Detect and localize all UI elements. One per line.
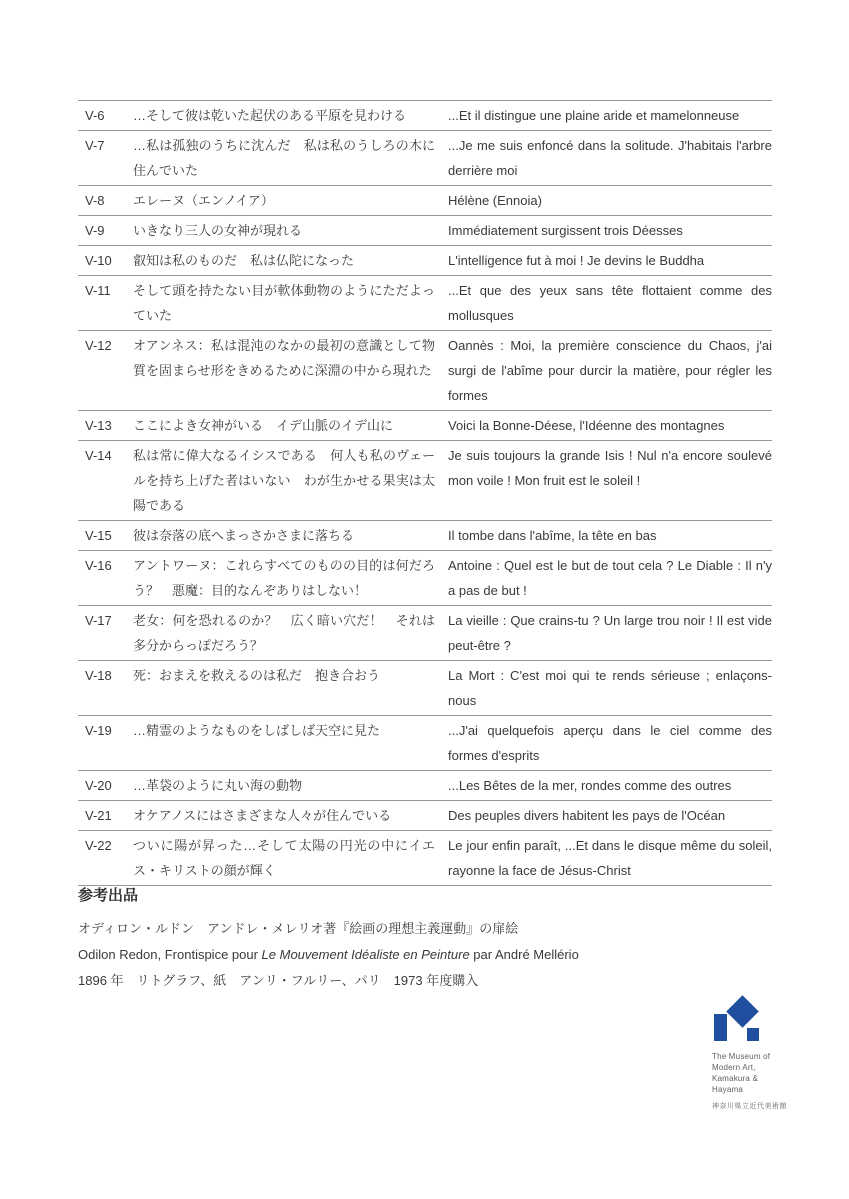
table-row <box>78 521 772 551</box>
table-row <box>78 276 772 331</box>
credit-line-details: 1896 年 リトグラフ、紙 アンリ・フルリー、パリ 1973 年度購入 <box>78 973 479 988</box>
item-number: V-7 <box>85 138 105 153</box>
item-caption-japanese: オケアノスにはさまざまな人々が住んでいる <box>133 808 392 823</box>
item-caption-japanese: 私は常に偉大なるイシスである 何人も私のヴェールを持ち上げた者はいない わが生かせる果実は太陽である <box>133 448 435 513</box>
item-number: V-20 <box>85 778 112 793</box>
item-caption-japanese: …精霊のようなものをしばしば天空に見た <box>133 723 381 738</box>
item-caption-japanese: オアンネス：私は混沌のなかの最初の意識として物質を固まらせ形をきめるために深淵の中から現れた <box>133 338 435 378</box>
museum-logo <box>712 997 822 1111</box>
table-row <box>78 441 772 521</box>
table-row <box>78 246 772 276</box>
exhibit-table-body <box>78 101 772 886</box>
table-row <box>78 606 772 661</box>
table-row <box>78 331 772 411</box>
museum-name-line: Kamakura & <box>712 1074 759 1083</box>
item-number: V-11 <box>85 283 111 298</box>
item-caption-japanese: …そして彼は乾いた起伏のある平原を見わける <box>133 108 407 123</box>
item-caption-french: Voici la Bonne-Déese, l'Idéenne des montagnes <box>448 418 725 433</box>
reference-exhibit-section <box>78 884 772 994</box>
item-caption-japanese: …革袋のように丸い海の動物 <box>133 778 303 793</box>
item-number: V-16 <box>85 558 112 573</box>
item-caption-japanese: 死：おまえを救えるのは私だ 抱き合おう <box>133 668 381 683</box>
credit-suffix: par André Mellério <box>469 947 579 962</box>
table-row <box>78 661 772 716</box>
item-caption-french: Oannès : Moi, la première conscience du Chaos, j'ai surgi de l'abîme pour durcir la matière, pour régler les formes <box>448 338 772 403</box>
credit-line-japanese: オディロン・ルドン アンドレ・メレリオ著『絵画の理想主義運動』の扉絵 <box>78 921 519 936</box>
item-caption-japanese: 彼は奈落の底へまっさかさまに落ちる <box>133 528 355 543</box>
logo-bar-shape <box>714 1014 727 1041</box>
item-caption-japanese: エレーヌ（エンノイア） <box>133 193 274 208</box>
item-number: V-13 <box>85 418 112 433</box>
logo-diamond-shape <box>726 995 759 1028</box>
table-row <box>78 551 772 606</box>
item-caption-japanese: いきなり三人の女神が現れる <box>133 223 303 238</box>
item-number: V-21 <box>85 808 112 823</box>
item-number: V-12 <box>85 338 112 353</box>
item-caption-french: Antoine : Quel est le but de tout cela ? Le Diable : Il n'y a pas de but ! <box>448 558 772 598</box>
item-caption-japanese: そして頭を持たない目が軟体動物のようにただよっていた <box>133 283 435 323</box>
item-caption-french: Immédiatement surgissent trois Déesses <box>448 223 683 238</box>
credit-prefix: Odilon Redon, Frontispice pour <box>78 947 262 962</box>
table-row <box>78 131 772 186</box>
item-caption-french: ...J'ai quelquefois aperçu dans le ciel comme des formes d'esprits <box>448 723 772 763</box>
item-number: V-17 <box>85 613 112 628</box>
item-caption-japanese: 叡知は私のものだ 私は仏陀になった <box>133 253 355 268</box>
item-number: V-6 <box>85 108 105 123</box>
item-caption-japanese: 老女：何を恐れるのか？ 広く暗い穴だ！ それは多分からっぽだろう？ <box>133 613 435 653</box>
item-caption-french: ...Et il distingue une plaine aride et mamelonneuse <box>448 108 740 123</box>
museum-name-line: The Museum of <box>712 1052 771 1061</box>
museum-name-japanese: 神奈川県立近代美術館 <box>712 1103 787 1110</box>
item-caption-french: Le jour enfin paraît, ...Et dans le disque même du soleil, rayonne la face de Jésus-Christ <box>448 838 772 878</box>
item-caption-french: La Mort : C'est moi qui te rends sérieuse ; enlaçons-nous <box>448 668 772 708</box>
museum-name-line: Hayama <box>712 1085 743 1094</box>
item-caption-french: ...Les Bêtes de la mer, rondes comme des outres <box>448 778 732 793</box>
museum-name-line: Modern Art, <box>712 1063 756 1072</box>
table-row <box>78 771 772 801</box>
exhibit-list-table <box>78 100 772 886</box>
book-title: Le Mouvement Idéaliste en Peinture <box>261 947 470 962</box>
item-caption-japanese: アントワーヌ：これらすべてのものの目的は何だろう？ 悪魔：目的なんぞありはしない！ <box>133 558 435 598</box>
item-number: V-19 <box>85 723 112 738</box>
museum-logo-icon <box>712 997 772 1045</box>
item-caption-french: ...Et que des yeux sans tête flottaient comme des mollusques <box>448 283 772 323</box>
table-row <box>78 411 772 441</box>
item-caption-japanese: ついに陽が昇った…そして太陽の円光の中にイエス・キリストの顔が輝く <box>133 838 435 878</box>
table-row <box>78 801 772 831</box>
item-caption-french: Je suis toujours la grande Isis ! Nul n'a encore soulevé mon voile ! Mon fruit est le soleil ! <box>448 448 772 488</box>
item-caption-french: La vieille : Que crains-tu ? Un large trou noir ! Il est vide peut-être ? <box>448 613 772 653</box>
item-caption-japanese: …私は孤独のうちに沈んだ 私は私のうしろの木に住んでいた <box>133 138 435 178</box>
table-row <box>78 716 772 771</box>
item-number: V-18 <box>85 668 112 683</box>
table-row <box>78 101 772 131</box>
item-caption-french: Des peuples divers habitent les pays de l'Océan <box>448 808 726 823</box>
item-caption-french: L'intelligence fut à moi ! Je devins le Buddha <box>448 253 705 268</box>
item-number: V-9 <box>85 223 105 238</box>
item-caption-french: Hélène (Ennoia) <box>448 193 542 208</box>
item-number: V-10 <box>85 253 112 268</box>
item-caption-japanese: ここによき女神がいる イデ山脈のイデ山に <box>133 418 394 433</box>
item-number: V-14 <box>85 448 112 463</box>
item-number: V-15 <box>85 528 112 543</box>
item-caption-french: Il tombe dans l'abîme, la tête en bas <box>448 528 657 543</box>
table-row <box>78 831 772 886</box>
table-row <box>78 216 772 246</box>
item-caption-french: ...Je me suis enfoncé dans la solitude. J'habitais l'arbre derrière moi <box>448 138 772 178</box>
museum-name-english <box>712 1051 822 1095</box>
item-number: V-22 <box>85 838 112 853</box>
item-number: V-8 <box>85 193 105 208</box>
section-heading: 参考出品 <box>78 887 139 904</box>
credit-line-english <box>78 942 772 968</box>
logo-square-shape <box>747 1028 759 1041</box>
table-row <box>78 186 772 216</box>
